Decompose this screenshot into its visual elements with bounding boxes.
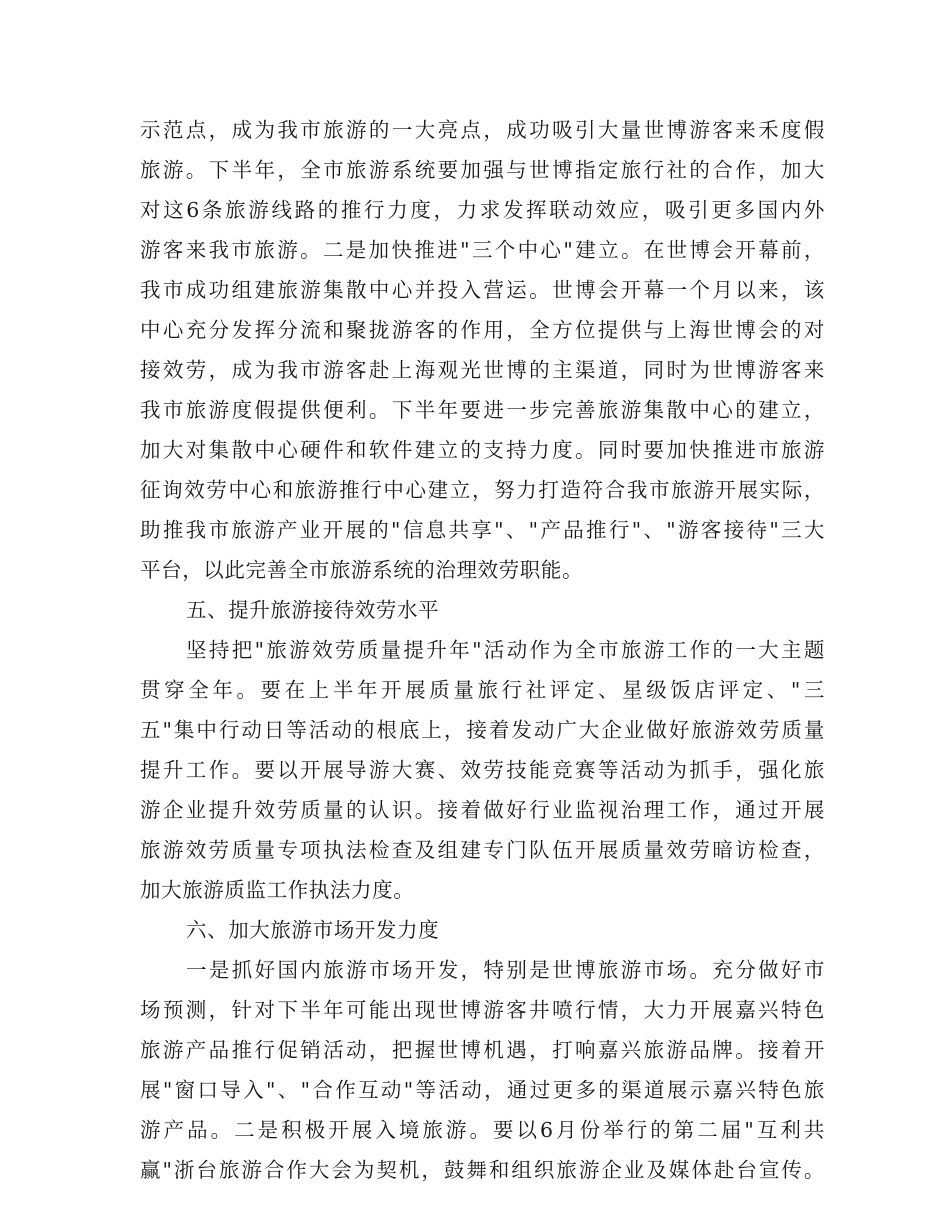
- text-line: 中心充分发挥分流和聚拢游客的作用，全方位提供与上海世博会的对: [140, 318, 825, 342]
- text-line: 征询效劳中心和旅游推行中心建立，努力打造符合我市旅游开展实际，: [140, 478, 825, 502]
- text-line: 贯穿全年。要在上半年开展质量旅行社评定、星级饭店评定、"三: [140, 678, 825, 702]
- text-line: 旅游效劳质量专项执法检查及组建专门队伍开展质量效劳暗访检查，: [140, 838, 825, 862]
- text-line: 旅游。下半年，全市旅游系统要加强与世博指定旅行社的合作，加大: [140, 158, 825, 182]
- section-heading: 五、提升旅游接待效劳水平: [186, 598, 440, 622]
- text-line: 加大旅游质监工作执法力度。: [140, 878, 415, 902]
- text-line: 一是抓好国内旅游市场开发，特别是世博旅游市场。充分做好市: [186, 958, 825, 982]
- text-line: 接效劳，成为我市游客赴上海观光世博的主渠道，同时为世博游客来: [140, 358, 825, 382]
- text-line: 我市成功组建旅游集散中心并投入营运。世博会开幕一个月以来，该: [140, 278, 825, 302]
- text-line: 加大对集散中心硬件和软件建立的支持力度。同时要加快推进市旅游: [140, 438, 825, 462]
- text-line: 平台，以此完善全市旅游系统的治理效劳职能。: [140, 558, 584, 582]
- text-line: 提升工作。要以开展导游大赛、效劳技能竞赛等活动为抓手，强化旅: [140, 758, 825, 782]
- text-line: 游客来我市旅游。二是加快推进"三个中心"建立。在世博会开幕前，: [140, 238, 825, 262]
- text-line: 场预测，针对下半年可能出现世博游客井喷行情，大力开展嘉兴特色: [140, 998, 825, 1022]
- text-line: 游产品。二是积极开展入境旅游。要以6月份举行的第二届"互利共: [140, 1118, 825, 1142]
- text-line: 示范点，成为我市旅游的一大亮点，成功吸引大量世博游客来禾度假: [140, 118, 825, 142]
- text-line: 旅游产品推行促销活动，把握世博机遇，打响嘉兴旅游品牌。接着开: [140, 1038, 825, 1062]
- text-line: 五"集中行动日等活动的根底上，接着发动广大企业做好旅游效劳质量: [140, 718, 825, 742]
- text-line: 坚持把"旅游效劳质量提升年"活动作为全市旅游工作的一大主题: [186, 638, 825, 662]
- text-line: 我市旅游度假提供便利。下半年要进一步完善旅游集散中心的建立，: [140, 398, 825, 422]
- text-line: 对这6条旅游线路的推行力度，力求发挥联动效应，吸引更多国内外: [140, 198, 825, 222]
- text-line: 展"窗口导入"、"合作互动"等活动，通过更多的渠道展示嘉兴特色旅: [140, 1078, 825, 1102]
- text-line: 赢"浙台旅游合作大会为契机，鼓舞和组织旅游企业及媒体赴台宣传。: [140, 1158, 825, 1182]
- section-heading: 六、加大旅游市场开发力度: [186, 918, 440, 942]
- text-line: 游企业提升效劳质量的认识。接着做好行业监视治理工作，通过开展: [140, 798, 825, 822]
- text-line: 助推我市旅游产业开展的"信息共享"、"产品推行"、"游客接待"三大: [140, 518, 825, 542]
